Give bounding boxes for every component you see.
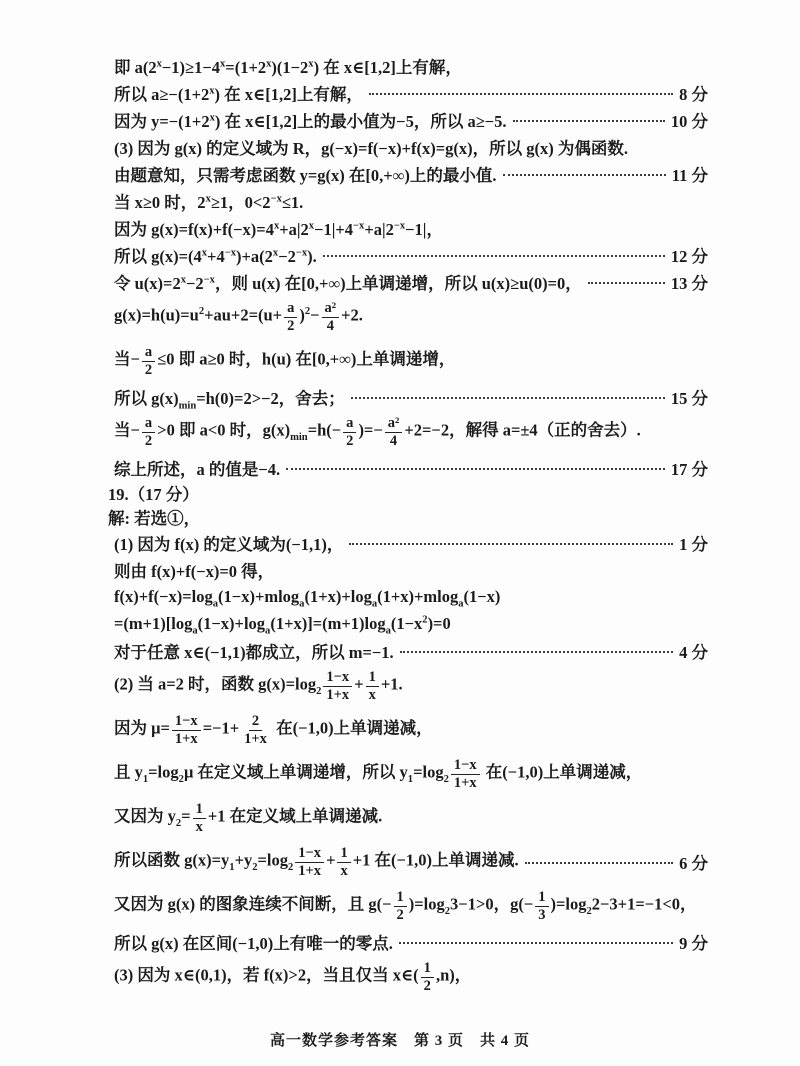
text-run: 因为 y=−(1+2 bbox=[114, 111, 210, 131]
line-text bbox=[114, 713, 433, 747]
text-run: = bbox=[181, 806, 191, 826]
text-run: +1 在定义域上单调递减. bbox=[207, 806, 383, 826]
subscript: 2 bbox=[444, 906, 451, 918]
text-run: (2) 当 a=2 时，函数 g(x)=log bbox=[114, 674, 317, 694]
dot-leader bbox=[525, 862, 673, 864]
doc-line bbox=[108, 295, 708, 339]
fraction bbox=[241, 713, 270, 747]
text-run: −1|， bbox=[405, 219, 443, 239]
fraction-denominator: 2 bbox=[346, 432, 354, 449]
doc-line bbox=[108, 160, 708, 187]
text-run: 当 x≥0 时，2 bbox=[114, 192, 206, 212]
doc-line bbox=[108, 637, 708, 664]
superscript: x bbox=[272, 247, 279, 258]
line-text bbox=[114, 270, 582, 294]
text-run: +2. bbox=[341, 305, 363, 325]
fraction-denominator: 4 bbox=[326, 317, 334, 334]
line-text bbox=[114, 960, 471, 994]
fraction-denominator: 2 bbox=[423, 977, 431, 994]
fraction-numerator: a bbox=[284, 300, 297, 317]
dot-leader bbox=[286, 468, 665, 470]
dot-leader bbox=[323, 255, 665, 257]
doc-line bbox=[108, 955, 708, 999]
fraction bbox=[295, 845, 324, 879]
fraction-numerator: 1 bbox=[394, 889, 407, 906]
superscript: −x bbox=[353, 220, 365, 231]
fraction bbox=[142, 344, 155, 378]
subscript: 2 bbox=[443, 774, 449, 786]
fraction-denominator: 1+x bbox=[174, 730, 198, 747]
text-run: 由题意知，只需考虑函数 y=g(x) 在[0,+∞)上的最小值. bbox=[114, 165, 497, 185]
text-run: +2=−2，解得 a=±4（正的舍去）. bbox=[404, 420, 641, 440]
doc-line bbox=[108, 214, 708, 241]
fraction-denominator: 2 bbox=[396, 906, 404, 923]
text-run: 当− bbox=[114, 420, 140, 440]
text-run: μ 在定义域上单调递增，所以 y bbox=[183, 762, 408, 782]
line-text bbox=[114, 189, 303, 213]
text-run: +a|2 bbox=[279, 219, 309, 239]
fraction bbox=[535, 889, 548, 923]
subscript: 2 bbox=[586, 906, 592, 918]
line-text bbox=[114, 108, 507, 132]
line-text bbox=[114, 845, 519, 879]
line-text bbox=[114, 558, 274, 582]
score-label: 17 分 bbox=[670, 459, 708, 479]
text-run: (1+x)+mlog bbox=[377, 586, 459, 606]
doc-line bbox=[108, 796, 708, 840]
text-run: g(x)=h(u)=u bbox=[114, 305, 199, 325]
text-run: 所以 g(x) 在区间(−1,0)上有唯一的零点. bbox=[114, 933, 393, 953]
line-text bbox=[114, 135, 628, 159]
text-run: + bbox=[326, 850, 336, 870]
fraction-numerator: a² bbox=[322, 300, 340, 317]
subscript: a bbox=[265, 624, 271, 636]
fraction bbox=[343, 415, 356, 449]
fraction bbox=[337, 845, 350, 879]
doc-line bbox=[108, 752, 708, 796]
fraction-denominator: 2 bbox=[144, 432, 153, 449]
doc-line bbox=[108, 339, 708, 383]
text-run: =log bbox=[257, 850, 288, 870]
line-text bbox=[114, 216, 443, 240]
text-run: >0 即 a<0 时，g(x) bbox=[157, 420, 291, 440]
fraction bbox=[394, 889, 407, 923]
text-run: ,n)， bbox=[435, 965, 472, 985]
subscript: 2 bbox=[178, 774, 184, 786]
fraction bbox=[322, 300, 340, 334]
text-run: 当− bbox=[114, 349, 140, 369]
superscript: −x bbox=[224, 247, 236, 258]
text-run: =log bbox=[413, 762, 444, 782]
text-run: ) 在 x∈[1,2]上有解， bbox=[313, 57, 462, 77]
text-run: 所以函数 g(x)=y bbox=[114, 850, 230, 870]
doc-line bbox=[108, 52, 708, 79]
superscript: x bbox=[273, 220, 280, 231]
fraction-denominator: 3 bbox=[538, 906, 546, 923]
superscript: 2 bbox=[198, 306, 205, 318]
line-text bbox=[114, 456, 280, 480]
text-run: (1−x bbox=[390, 613, 423, 633]
text-run: ≥1，0<2 bbox=[210, 192, 271, 212]
fraction bbox=[451, 757, 480, 791]
line-text bbox=[114, 385, 345, 409]
line-text bbox=[114, 300, 363, 334]
text-run: )=0 bbox=[427, 613, 451, 633]
superscript: 2 bbox=[422, 614, 428, 625]
text-run: 又因为 g(x) 的图象连续不间断，且 g(− bbox=[114, 894, 392, 914]
text-run: + bbox=[354, 674, 364, 694]
text-run: ) bbox=[299, 305, 305, 325]
superscript: x bbox=[201, 247, 208, 258]
fraction-denominator: 1+x bbox=[453, 774, 477, 791]
score-label: 13 分 bbox=[670, 273, 708, 293]
text-run: −2 bbox=[185, 273, 204, 293]
score-label: 11 分 bbox=[671, 165, 708, 185]
doc-line bbox=[108, 187, 708, 214]
line-text bbox=[114, 639, 394, 663]
text-run: 令 u(x)=2 bbox=[114, 273, 181, 293]
doc-line bbox=[108, 383, 708, 410]
text-run: =h(− bbox=[307, 420, 342, 440]
fraction-numerator: 1 bbox=[535, 889, 548, 906]
fraction-denominator: x bbox=[368, 686, 376, 703]
superscript: x bbox=[220, 58, 226, 69]
text-run: 又因为 y bbox=[114, 806, 176, 826]
subscript: 2 bbox=[288, 862, 294, 874]
text-run: =h(0)=2>−2，舍去； bbox=[196, 388, 345, 408]
line-text bbox=[114, 415, 641, 449]
fraction-numerator: a bbox=[343, 415, 356, 432]
text-run: 在(−1,0)上单调递减， bbox=[271, 718, 433, 738]
text-run: 所以 g(x)=(4 bbox=[114, 246, 202, 266]
fraction-denominator: x bbox=[195, 818, 203, 835]
text-run: (1+x)+log bbox=[304, 586, 372, 606]
fraction-numerator: a² bbox=[385, 415, 403, 432]
superscript: −x bbox=[295, 247, 308, 258]
fraction-numerator: 1 bbox=[421, 960, 434, 977]
dot-leader bbox=[400, 651, 673, 653]
score-label: 1 分 bbox=[679, 534, 708, 554]
line-text bbox=[108, 505, 200, 529]
subscript: a bbox=[192, 624, 198, 636]
dot-leader bbox=[349, 543, 673, 545]
fraction-denominator: 1+x bbox=[244, 730, 267, 747]
subscript: a bbox=[212, 597, 219, 609]
line-text bbox=[114, 669, 403, 703]
line-text bbox=[114, 531, 343, 555]
text-run: (3) 因为 x∈(0,1)，若 f(x)>2，当且仅当 x∈( bbox=[114, 965, 419, 985]
subscript: 2 bbox=[316, 686, 322, 698]
text-run: ) 在 x∈[1,2]上的最小值为−5，所以 a≥−5. bbox=[214, 111, 507, 131]
doc-line bbox=[108, 529, 708, 556]
fraction-numerator: 1 bbox=[366, 669, 379, 686]
fraction bbox=[284, 300, 297, 334]
score-label: 15 分 bbox=[670, 388, 708, 408]
superscript: −x bbox=[203, 274, 215, 285]
dot-leader bbox=[351, 397, 665, 399]
doc-line bbox=[108, 708, 708, 752]
text-run: +y bbox=[234, 850, 253, 870]
text-run: )=log bbox=[550, 894, 587, 914]
text-run: 即 a(2 bbox=[114, 57, 157, 77]
fraction-numerator: 1−x bbox=[172, 713, 201, 730]
text-run: (1−x)+mlog bbox=[218, 586, 300, 606]
text-run: ，则 u(x) 在[0,+∞)上单调递增，所以 u(x)≥u(0)=0， bbox=[214, 273, 582, 293]
text-run: )(1−2 bbox=[271, 57, 309, 77]
fraction-denominator: x bbox=[340, 862, 348, 879]
text-run: −1)≥1−4 bbox=[161, 57, 221, 77]
dot-leader bbox=[588, 282, 665, 284]
fraction bbox=[421, 960, 434, 994]
superscript: x bbox=[156, 58, 162, 69]
doc-line bbox=[108, 79, 708, 106]
line-text bbox=[114, 889, 697, 923]
doc-line bbox=[108, 481, 708, 505]
score-label: 8 分 bbox=[679, 84, 708, 104]
line-text bbox=[114, 54, 462, 78]
subscript: 2 bbox=[252, 862, 258, 874]
subscript: a bbox=[458, 597, 464, 609]
fraction-denominator: 1+x bbox=[326, 686, 350, 703]
text-run: +4 bbox=[207, 246, 225, 266]
text-run: 2−3+1=−1<0， bbox=[591, 894, 697, 914]
text-run: (1−x)+log bbox=[197, 613, 266, 633]
text-run: +a|2 bbox=[364, 219, 394, 239]
text-run: +1. bbox=[380, 674, 403, 694]
line-text bbox=[114, 344, 455, 378]
fraction-denominator: 2 bbox=[144, 361, 153, 378]
fraction-denominator: 1+x bbox=[298, 862, 322, 879]
text-run: 19.（17 分） bbox=[108, 485, 199, 504]
line-text bbox=[114, 162, 497, 186]
text-run: (1+x)]=(m+1)log bbox=[270, 613, 386, 633]
fraction-numerator: a bbox=[142, 344, 155, 361]
fraction bbox=[172, 713, 201, 747]
score-label: 12 分 bbox=[670, 246, 708, 266]
text-run: 所以 g(x) bbox=[114, 388, 179, 408]
dot-leader bbox=[513, 120, 665, 122]
text-run: +au+2=(u+ bbox=[204, 305, 283, 325]
text-run: (1−x) bbox=[463, 586, 501, 606]
subscript: 1 bbox=[142, 774, 149, 786]
text-run: 所以 a≥−(1+2 bbox=[114, 84, 210, 104]
fraction bbox=[366, 669, 379, 703]
line-text bbox=[114, 81, 363, 105]
doc-line bbox=[108, 928, 708, 955]
line-text bbox=[114, 614, 451, 634]
subscript: a bbox=[371, 597, 378, 609]
text-run: 且 y bbox=[114, 762, 143, 782]
superscript: x bbox=[308, 58, 314, 69]
text-run: 因为 μ= bbox=[114, 718, 170, 738]
fraction bbox=[385, 415, 403, 449]
line-text bbox=[114, 587, 500, 607]
fraction-numerator: 1−x bbox=[323, 669, 352, 686]
text-run: )=log bbox=[408, 894, 445, 914]
text-run: )=− bbox=[358, 420, 383, 440]
text-run: +1 在(−1,0)上单调递减. bbox=[352, 850, 519, 870]
doc-line bbox=[108, 884, 708, 928]
line-text bbox=[114, 243, 317, 267]
text-run: f(x)+f(−x)=log bbox=[114, 586, 213, 606]
score-label: 9 分 bbox=[679, 933, 708, 953]
page-footer: 高一数学参考答案 第 3 页 共 4 页 bbox=[269, 1033, 530, 1049]
text-run: =(m+1)[log bbox=[114, 613, 193, 633]
subscript: 1 bbox=[229, 862, 235, 874]
text-run: − bbox=[310, 305, 320, 325]
text-run: =−1+ bbox=[202, 718, 240, 738]
subscript: min bbox=[290, 432, 308, 444]
doc-line bbox=[108, 106, 708, 133]
fraction bbox=[142, 415, 155, 449]
fraction-numerator: 1 bbox=[193, 801, 206, 818]
superscript: x bbox=[308, 220, 315, 231]
superscript: −x bbox=[270, 193, 282, 204]
superscript: 2 bbox=[304, 306, 311, 318]
score-label: 6 分 bbox=[679, 854, 708, 873]
fraction-denominator: 2 bbox=[287, 317, 295, 334]
superscript: x bbox=[180, 274, 186, 285]
text-run: ≤0 即 a≥0 时，h(u) 在[0,+∞)上单调递增， bbox=[157, 349, 456, 369]
text-run: 综上所述，a 的值是−4. bbox=[114, 459, 281, 479]
doc-line bbox=[108, 664, 708, 708]
superscript: x bbox=[209, 112, 215, 123]
superscript: −x bbox=[393, 220, 406, 231]
fraction-numerator: 2 bbox=[249, 713, 262, 730]
text-run: 则由 f(x)+f(−x)=0 得， bbox=[114, 561, 275, 581]
text-run: 对于任意 x∈(−1,1)都成立，所以 m=−1. bbox=[114, 642, 394, 662]
subscript: a bbox=[299, 597, 305, 609]
text-run: 在(−1,0)上单调递减， bbox=[481, 762, 643, 782]
text-run: )+a(2 bbox=[236, 246, 273, 266]
fraction-numerator: 1−x bbox=[451, 757, 480, 774]
fraction bbox=[323, 669, 352, 703]
text-run: ≤1. bbox=[281, 192, 304, 212]
line-text bbox=[114, 930, 393, 954]
doc-line bbox=[108, 410, 708, 454]
subscript: 1 bbox=[407, 774, 414, 786]
text-run: =log bbox=[148, 762, 179, 782]
text-run: 3−1>0，g(− bbox=[450, 894, 534, 914]
dot-leader bbox=[503, 174, 666, 176]
doc-line bbox=[108, 505, 708, 529]
score-label: 4 分 bbox=[679, 642, 708, 662]
doc-line bbox=[108, 610, 708, 637]
text-run: (3) 因为 g(x) 的定义域为 R，g(−x)=f(−x)+f(x)=g(x)，所以 g(x) 为偶函数. bbox=[114, 138, 628, 158]
line-text bbox=[114, 757, 642, 791]
fraction-numerator: 1−x bbox=[295, 845, 324, 862]
subscript: 2 bbox=[175, 818, 182, 830]
line-text bbox=[114, 801, 382, 835]
fraction-denominator: 4 bbox=[389, 432, 398, 449]
fraction-numerator: a bbox=[142, 415, 155, 432]
superscript: x bbox=[209, 85, 215, 96]
dot-leader bbox=[399, 942, 673, 944]
line-text bbox=[108, 481, 199, 505]
doc-line bbox=[108, 556, 708, 583]
fraction bbox=[193, 801, 206, 835]
superscript: x bbox=[266, 58, 272, 69]
text-run: −2 bbox=[278, 246, 296, 266]
doc-line bbox=[108, 454, 708, 481]
text-run: 解: 若选①， bbox=[108, 509, 201, 528]
text-run: (1) 因为 f(x) 的定义域为(−1,1)， bbox=[114, 534, 344, 554]
doc-line bbox=[108, 583, 708, 610]
text-run: =(1+2 bbox=[225, 57, 267, 77]
score-label: 10 分 bbox=[670, 111, 708, 131]
doc-line bbox=[108, 241, 708, 268]
doc-line bbox=[108, 133, 708, 160]
text-run: ) 在 x∈[1,2]上有解， bbox=[214, 84, 363, 104]
text-run: −1|+4 bbox=[314, 219, 354, 239]
superscript: x bbox=[205, 193, 211, 204]
dot-leader bbox=[369, 93, 673, 95]
doc-line bbox=[108, 268, 708, 295]
text-run: 因为 g(x)=f(x)+f(−x)=4 bbox=[114, 219, 274, 239]
subscript: min bbox=[178, 399, 197, 411]
fraction-numerator: 1 bbox=[337, 845, 350, 862]
subscript: a bbox=[385, 624, 391, 636]
doc-line bbox=[108, 840, 708, 884]
text-run: ). bbox=[307, 246, 317, 266]
